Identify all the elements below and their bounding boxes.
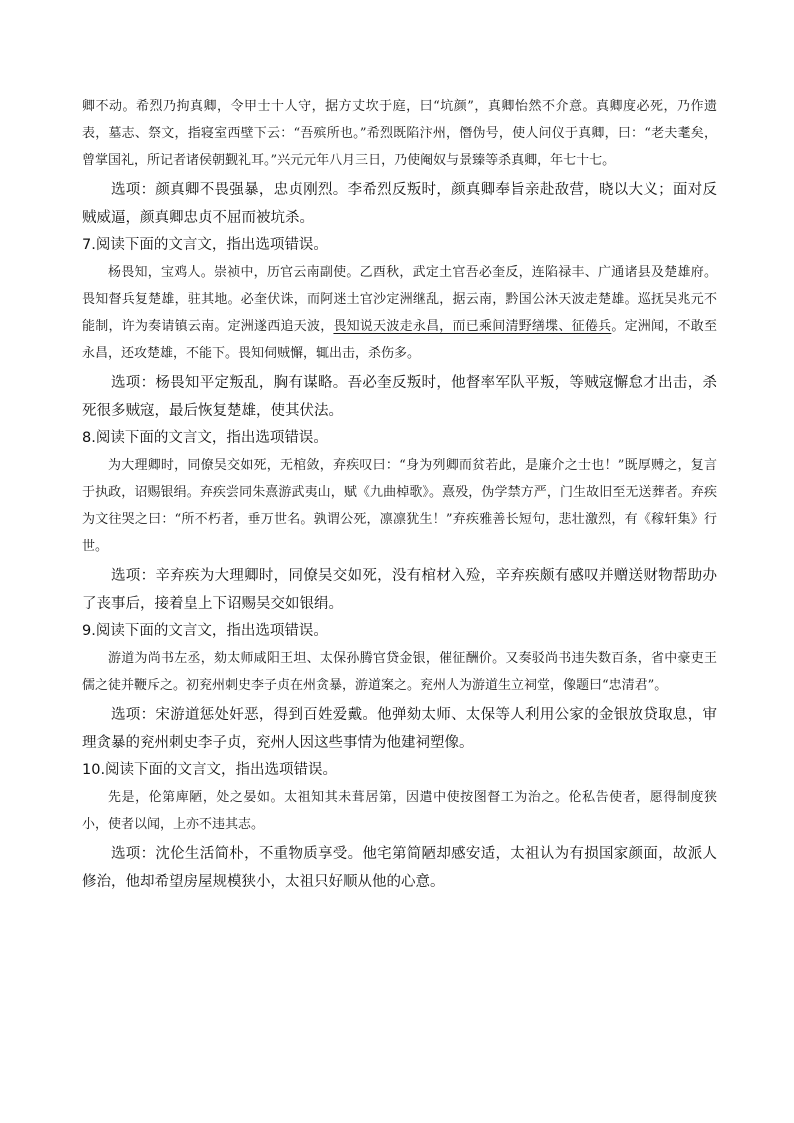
passage-7-text-a: 杨畏知，宝鸡人。崇祯中，历官云南副使。乙酉秋，武定土官吾必奎反，连陷禄丰、广通诸县及楚雄府。畏知督兵复楚雄，驻其地。必奎伏诛，而阿迷土官沙定洲继乱，据云南，黔国公沐天波走楚雄。巡抚吴兆元不能制，许为奏请镇云南。定洲遂西追天波， [82, 265, 717, 334]
passage-7-text-b: 。定洲闻，不敢至永昌，还攻楚雄，不能下。畏知伺贼懈，辄出击，杀伤多。 [82, 319, 717, 361]
passage-7-text [82, 259, 717, 367]
question-8-label: 8.阅读下面的文言文，指出选项错误。 [82, 430, 328, 446]
question-7-label: 7.阅读下面的文言文，指出选项错误。 [82, 237, 328, 253]
option-9: 选项：宋游道惩处奸恶，得到百姓爱戴。他弹劾太师、太保等人利用公家的金银放贷取息，审理贪暴的兖州刺史李子贞，兖州人因这些事情为他建祠塑像。 [82, 707, 717, 751]
question-9-block [82, 618, 717, 757]
option-8: 选项：辛弃疾为大理卿时，同僚吴交如死，没有棺材入殓，辛弃疾颇有感叹并赠送财物帮助办了丧事后，接着皇上下诏赐吴交如银绢。 [82, 568, 717, 612]
passage-8-text: 为大理卿时，同僚吴交如死，无棺敛，弃疾叹曰：“身为列卿而贫若此，是廉介之士也！”既厚赙之，复言于执政，诏赐银绢。弃疾尝同朱熹游武夷山，赋《九曲棹歌》。熹殁，伪学禁方严，门生故旧至无送葬者。弃疾为文往哭之曰：“所不朽者，垂万世名。孰谓公死，凛凛犹生！”弃疾雅善长短句，悲壮激烈，有《稼轩集》行世。 [82, 458, 717, 554]
question-10-label: 10.阅读下面的文言文，指出选项错误。 [82, 762, 338, 778]
passage-10-text: 先是，伦第庳陋，处之晏如。太祖知其未葺居第，因遣中使按图督工为治之。伦私告使者，愿得制度狭小，使者以闻，上亦不违其志。 [82, 790, 717, 832]
option-10: 选项：沈伦生活简朴，不重物质享受。他宅第简陋却感安适，太祖认为有损国家颜面，故派人修治，他却希望房屋规模狭小，太祖只好顺从他的心意。 [82, 846, 717, 890]
question-6-block [82, 93, 717, 232]
passage-7-underlined: 畏知说天波走永昌，而已乘间清野缮堞、征倦兵 [333, 319, 612, 334]
option-7: 选项：杨畏知平定叛乱，胸有谋略。吾必奎反叛时，他督率军队平叛，等贼寇懈怠才出击，杀死很多贼寇，最后恢复楚雄，使其伏法。 [82, 375, 717, 419]
question-9-label: 9.阅读下面的文言文，指出选项错误。 [82, 623, 328, 639]
question-8-block [82, 425, 717, 618]
document-content [82, 93, 717, 896]
question-10-block [82, 757, 717, 896]
question-7-block [82, 232, 717, 425]
passage-6-text: 卿不动。希烈乃拘真卿，令甲士十人守，据方丈坎于庭，曰“坑颜”，真卿怡然不介意。真卿度必死，乃作遗表，墓志、祭文，指寝室西壁下云：“吾殡所也。”希烈既陷汴州，僭伪号，使人问仪于真卿，曰：“老夫耄矣，曾掌国礼，所记者诸侯朝觐礼耳。”兴元元年八月三日，乃使阉奴与景臻等杀真卿，年七十七。 [82, 99, 717, 168]
option-6: 选项：颜真卿不畏强暴，忠贞刚烈。李希烈反叛时，颜真卿奉旨亲赴敌营，晓以大义；面对反贼威逼，颜真卿忠贞不屈而被坑杀。 [82, 182, 717, 226]
passage-9-text: 游道为尚书左丞，劾太师咸阳王坦、太保孙腾官贷金银，催征酬价。又奏驳尚书违失数百条，省中豪吏王儒之徒并鞭斥之。初兖州刺史李子贞在州贪暴，游道案之。兖州人为游道生立祠堂，像题曰“忠清君”。 [82, 651, 717, 693]
